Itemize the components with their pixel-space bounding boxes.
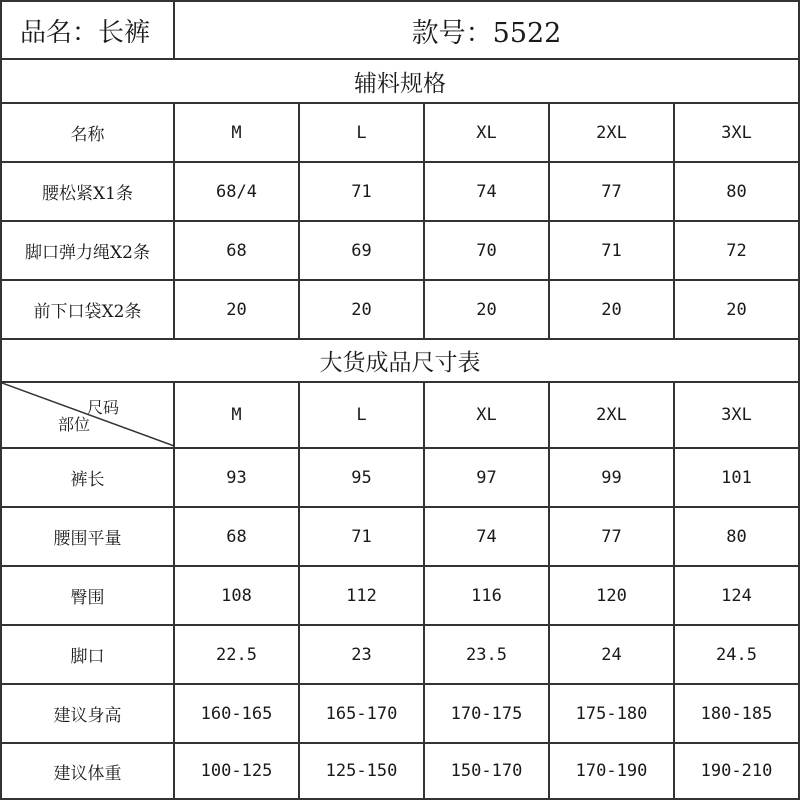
table-cell: 22.5 (175, 626, 300, 685)
table-cell: 68/4 (175, 163, 300, 222)
table-cell: 112 (300, 567, 425, 626)
table-cell: 175-180 (550, 685, 675, 744)
size-chart-title-row (0, 340, 800, 383)
accessories-header-row (0, 104, 800, 163)
table-cell: 70 (425, 222, 550, 281)
size-header: M (175, 383, 300, 449)
product-name: 品名：长裤 (0, 0, 175, 60)
table-cell: 23 (300, 626, 425, 685)
table-cell: 71 (300, 508, 425, 567)
accessories-title: 辅料规格 (0, 60, 800, 104)
table-row (0, 281, 800, 340)
size-header: 3XL (675, 104, 800, 163)
table-cell: 108 (175, 567, 300, 626)
table-cell: 20 (175, 281, 300, 340)
corner-part-label: 部位 (58, 415, 91, 434)
size-header: XL (425, 104, 550, 163)
corner-header-cell (0, 383, 175, 449)
table-cell: 72 (675, 222, 800, 281)
table-cell: 170-175 (425, 685, 550, 744)
table-cell: 95 (300, 449, 425, 508)
row-label: 前下口袋X2条 (0, 281, 175, 340)
table-cell: 165-170 (300, 685, 425, 744)
table-cell: 20 (550, 281, 675, 340)
header-row (0, 0, 800, 60)
table-cell: 68 (175, 508, 300, 567)
table-cell: 74 (425, 508, 550, 567)
table-row (0, 163, 800, 222)
corner-size-label: 尺码 (86, 398, 119, 417)
table-cell: 20 (300, 281, 425, 340)
table-cell: 71 (300, 163, 425, 222)
table-cell: 116 (425, 567, 550, 626)
size-header: M (175, 104, 300, 163)
row-label: 腰围平量 (0, 508, 175, 567)
table-row (0, 685, 800, 744)
table-cell: 150-170 (425, 744, 550, 800)
table-cell: 100-125 (175, 744, 300, 800)
table-cell: 77 (550, 508, 675, 567)
table-cell: 77 (550, 163, 675, 222)
table-row (0, 626, 800, 685)
table-cell: 23.5 (425, 626, 550, 685)
accessories-header-label: 名称 (0, 104, 175, 163)
table-cell: 20 (675, 281, 800, 340)
row-label: 脚口 (0, 626, 175, 685)
table-cell: 190-210 (675, 744, 800, 800)
row-label: 臀围 (0, 567, 175, 626)
table-cell: 125-150 (300, 744, 425, 800)
row-label: 脚口弹力绳X2条 (0, 222, 175, 281)
table-cell: 68 (175, 222, 300, 281)
table-cell: 124 (675, 567, 800, 626)
table-cell: 71 (550, 222, 675, 281)
style-number: 款号：5522 (175, 0, 800, 60)
table-cell: 101 (675, 449, 800, 508)
size-header: L (300, 104, 425, 163)
table-row (0, 567, 800, 626)
row-label: 腰松紧X1条 (0, 163, 175, 222)
size-header: XL (425, 383, 550, 449)
table-row (0, 222, 800, 281)
table-row (0, 508, 800, 567)
size-header: L (300, 383, 425, 449)
table-cell: 80 (675, 163, 800, 222)
table-row (0, 449, 800, 508)
row-label: 建议体重 (0, 744, 175, 800)
table-cell: 99 (550, 449, 675, 508)
size-chart-header-row (0, 383, 800, 449)
accessories-title-row (0, 60, 800, 104)
row-label: 建议身高 (0, 685, 175, 744)
table-cell: 69 (300, 222, 425, 281)
table-cell: 120 (550, 567, 675, 626)
table-cell: 170-190 (550, 744, 675, 800)
table-cell: 74 (425, 163, 550, 222)
table-cell: 180-185 (675, 685, 800, 744)
table-cell: 160-165 (175, 685, 300, 744)
size-chart-title: 大货成品尺寸表 (0, 340, 800, 383)
table-cell: 93 (175, 449, 300, 508)
table-cell: 80 (675, 508, 800, 567)
size-header: 2XL (550, 104, 675, 163)
row-label: 裤长 (0, 449, 175, 508)
size-header: 2XL (550, 383, 675, 449)
table-cell: 97 (425, 449, 550, 508)
size-header: 3XL (675, 383, 800, 449)
table-cell: 20 (425, 281, 550, 340)
table-row (0, 744, 800, 800)
table-cell: 24.5 (675, 626, 800, 685)
table-cell: 24 (550, 626, 675, 685)
